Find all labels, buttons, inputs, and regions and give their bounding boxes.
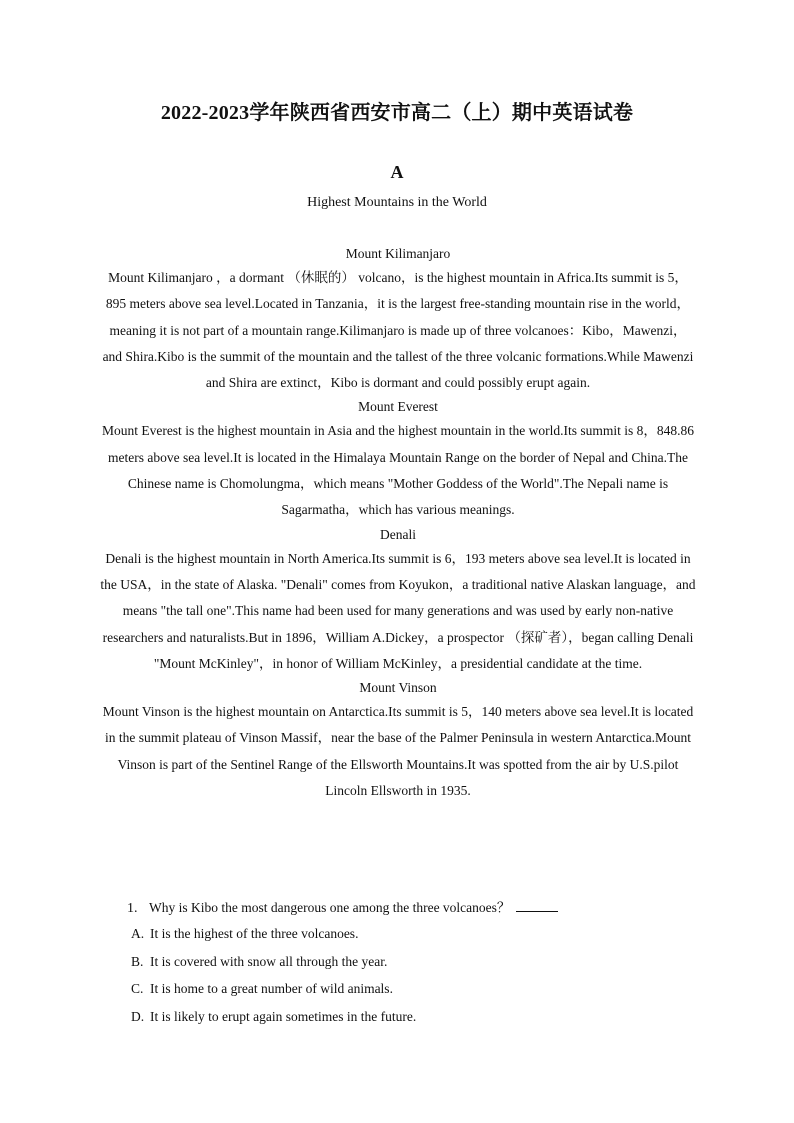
option-letter: D. [131,1008,145,1024]
option-text: It is the highest of the three volcanoes. [150,926,359,941]
mountain-paragraph: Denali is the highest mountain in North America.Its summit is 6，193 meters above sea level.It is located in the USA，in the state of Alaska. "Denali" comes from Koyukon，a traditional native Alaskan language，and means "the tall one".This name had been used for many generations and was used by early non-native researchers and naturalists.But in 1896，William A.Dickey，a prospector （探矿者），began calling Denali "Mount McKinley"，in honor of William McKinley，a presidential candidate at the time. [100,550,696,671]
mountain-heading: Denali [380,526,416,542]
question-number: 1. [127,901,138,916]
question-text: Why is Kibo the most dangerous one among the three volcanoes？ [149,900,511,915]
option-text: It is covered with snow all through the year. [150,953,388,969]
passage-title: Highest Mountains in the World [307,195,487,210]
question-stem [127,897,687,920]
question-block [127,897,687,1030]
option-letter: C. [131,981,144,997]
reading-passage [100,243,696,804]
answer-blank[interactable] [516,899,558,912]
answer-option[interactable] [131,975,687,1003]
option-letter: B. [131,953,144,969]
section-letter: A [390,162,404,182]
mountain-paragraph: Mount Vinson is the highest mountain on Antarctica.Its summit is 5，140 meters above sea level.It is located in the summit plateau of Vinson Massif，near the base of the Palmer Peninsula in western Antarctica.Mount Vinson is part of the Sentinel Range of the Ellsworth Mountains.It was spotted from the air by U.S.pilot Lincoln Ellsworth in 1935. [102,704,694,799]
option-text: It is likely to erupt again sometimes in the future. [150,1008,417,1024]
option-letter: A. [131,926,145,941]
answer-option[interactable] [131,920,687,948]
mountain-heading: Mount Everest [358,399,438,415]
exam-title: 2022-2023学年陕西省西安市高二（上）期中英语试卷 [160,102,634,124]
answer-option[interactable] [131,948,687,976]
mountain-paragraph: Mount Everest is the highest mountain in Asia and the highest mountain in the world.Its summit is 8，848.86 meters above sea level.It is located in the Himalaya Mountain Range on the border of Nepal and China.The Chinese name is Chomolungma，which means "Mother Goddess of the World".The Nepali name is Sagarmatha，which has various meanings. [101,423,695,518]
answer-option[interactable] [131,1003,687,1031]
mountain-paragraph: Mount Kilimanjaro ，a dormant （休眠的） volcano，is the highest mountain in Africa.Its summit is 5，895 meters above sea level.Located in Tanzania，it is the largest free-standing mountain rise in the world，meaning it is not part of a mountain range.Kilimanjaro is made up of three volcanoes：Kibo，Mawenzi，and Shira.Kibo is the summit of the mountain and the tallest of the three volcanic formations.While Mawenzi and Shira are extinct，Kibo is dormant and could possibly erupt again. [102,270,694,391]
mountain-heading: Mount Vinson [359,680,437,696]
mountain-heading: Mount Kilimanjaro [345,246,451,261]
option-text: It is home to a great number of wild animals. [150,981,393,997]
